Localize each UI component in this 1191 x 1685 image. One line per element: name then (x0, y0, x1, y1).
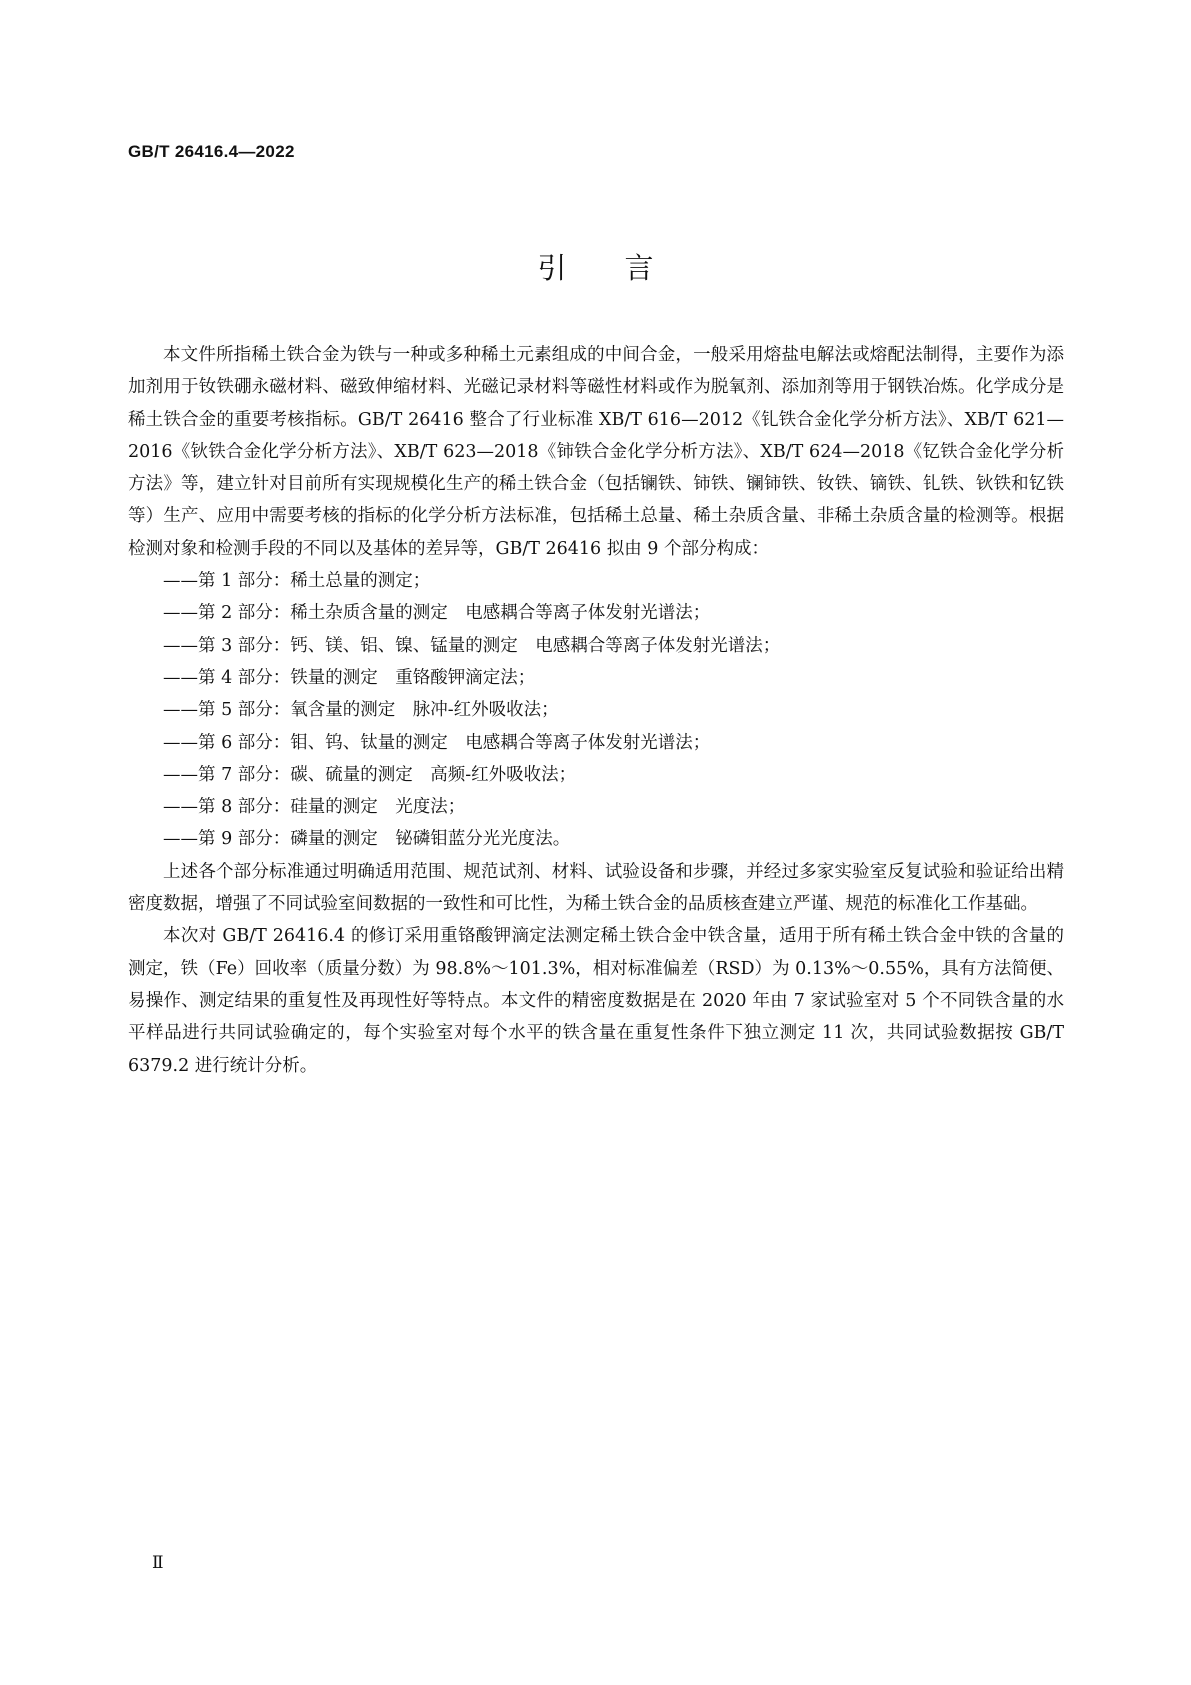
list-item: ——第 6 部分：钼、钨、钛量的测定 电感耦合等离子体发射光谱法； (163, 732, 711, 753)
page-number: Ⅱ (152, 1553, 164, 1573)
page-title: 引言 (537, 251, 712, 285)
body-paragraph: 上述各个部分标准通过明确适用范围、规范试剂、材料、试验设备和步骤，并经过多家实验室反复试验和验证给出精密度数据，增强了不同试验室间数据的一致性和可比性，为稀土铁合金的品质核查建立严谨、规范的标准化工作基础。 (128, 861, 1064, 915)
parts-list (128, 565, 1064, 856)
list-item: ——第 4 部分：铁量的测定 重铬酸钾滴定法； (163, 667, 536, 688)
intro-paragraph: 本文件所指稀土铁合金为铁与一种或多种稀土元素组成的中间合金，一般采用熔盐电解法或熔配法制得，主要作为添加剂用于钕铁硼永磁材料、磁致伸缩材料、光磁记录材料等磁性材料或作为脱氧剂、添加剂等用于钢铁冶炼。化学成分是稀土铁合金的重要考核指标。GB/T 26416 整合了行业标准 XB/T 616—2012《钆铁合金化学分析方法》、XB/T 621—2016《钬铁合金化学分析方法》、XB/T 623—2018《铈铁合金化学分析方法》、XB/T 624—2018《钇铁合金化学分析方法》等，建立针对目前所有实现规模化生产的稀土铁合金（包括镧铁、铈铁、镧铈铁、钕铁、镝铁、钆铁、钬铁和钇铁等）生产、应用中需要考核的指标的化学分析方法标准，包括稀土总量、稀土杂质含量、非稀土杂质含量的检测等。根据检测对象和检测手段的不同以及基体的差异等，GB/T 26416 拟由 9 个部分构成： (128, 345, 1064, 559)
list-item: ——第 3 部分：钙、镁、铝、镍、锰量的测定 电感耦合等离子体发射光谱法； (163, 635, 781, 656)
list-item: ——第 1 部分：稀土总量的测定； (163, 571, 431, 592)
list-item: ——第 7 部分：碳、硫量的测定 高频-红外吸收法； (163, 764, 577, 785)
standard-code: GB/T 26416.4—2022 (128, 142, 295, 161)
list-item: ——第 5 部分：氧含量的测定 脉冲-红外吸收法； (163, 700, 559, 721)
list-item: ——第 8 部分：硅量的测定 光度法； (163, 797, 466, 818)
document-body (128, 339, 1064, 1082)
list-item: ——第 2 部分：稀土杂质含量的测定 电感耦合等离子体发射光谱法； (163, 603, 711, 624)
body-paragraph: 本次对 GB/T 26416.4 的修订采用重铬酸钾滴定法测定稀土铁合金中铁含量，适用于所有稀土铁合金中铁的含量的测定，铁（Fe）回收率（质量分数）为 98.8%～101.3%，相对标准偏差（RSD）为 0.13%～0.55%，具有方法简便、易操作、测定结果的重复性及再现性好等特点。本文件的精密度数据是在 2020 年由 7 家试验室对 5 个不同铁含量的水平样品进行共同试验确定的，每个实验室对每个水平的铁含量在重复性条件下独立测定 11 次，共同试验数据按 GB/T 6379.2 进行统计分析。 (128, 926, 1064, 1076)
list-item: ——第 9 部分：磷量的测定 铋磷钼蓝分光光度法。 (163, 829, 571, 850)
